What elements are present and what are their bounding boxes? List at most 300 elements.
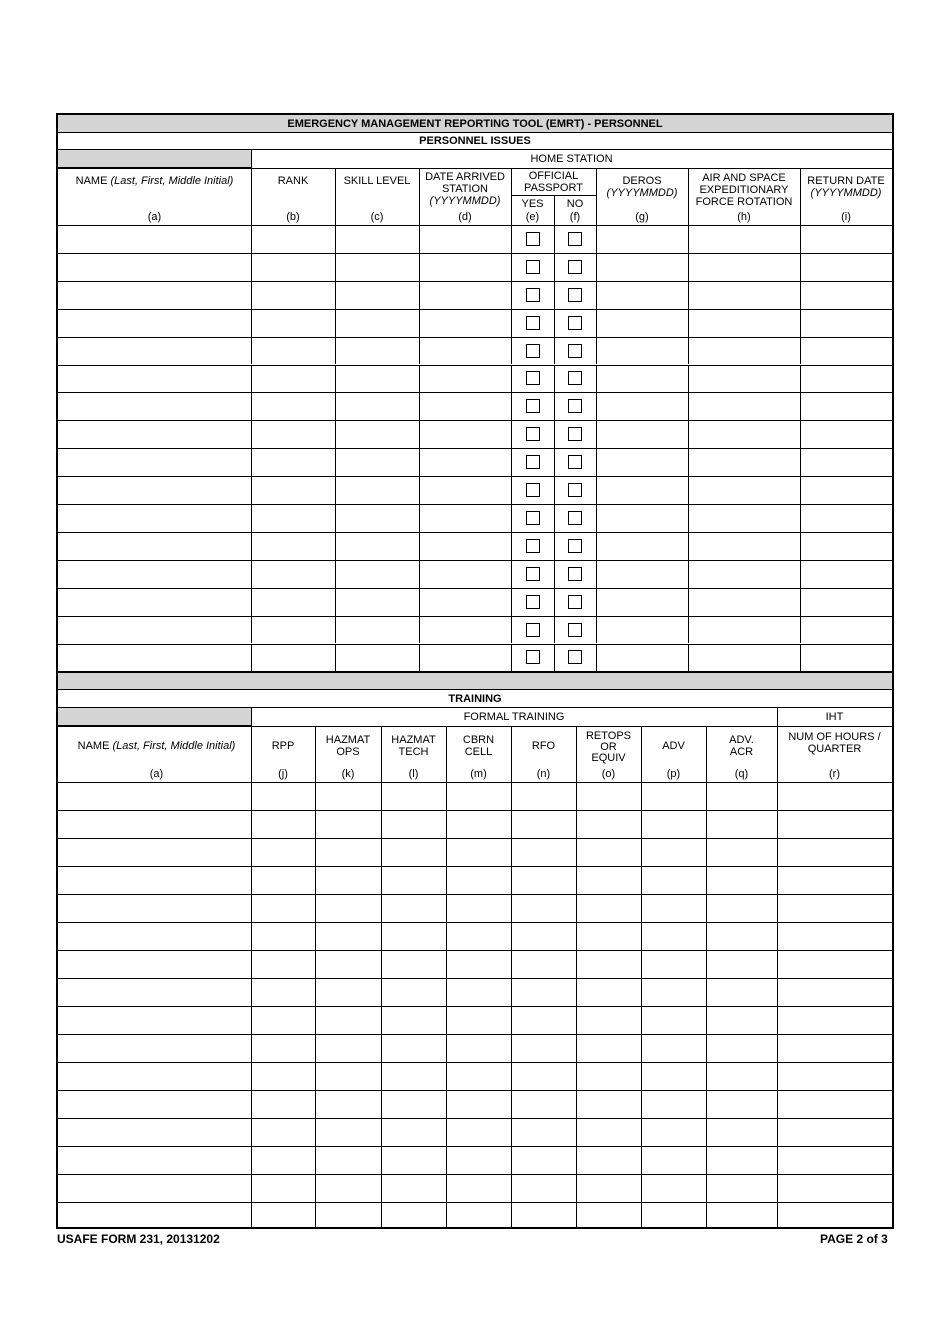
- training-entry-cell[interactable]: [58, 894, 251, 922]
- personnel-entry-cell[interactable]: [58, 365, 251, 393]
- training-entry-cell[interactable]: [381, 1090, 446, 1118]
- personnel-entry-cell[interactable]: [251, 616, 335, 644]
- personnel-entry-cell[interactable]: [688, 225, 800, 253]
- training-entry-cell[interactable]: [381, 1202, 446, 1227]
- training-entry-cell[interactable]: [511, 782, 576, 810]
- personnel-entry-cell[interactable]: [800, 337, 892, 365]
- personnel-entry-cell[interactable]: [335, 644, 419, 672]
- personnel-entry-cell[interactable]: [251, 504, 335, 532]
- personnel-entry-cell[interactable]: [688, 476, 800, 504]
- training-entry-cell[interactable]: [641, 922, 706, 950]
- personnel-entry-cell[interactable]: [800, 309, 892, 337]
- personnel-entry-cell[interactable]: [58, 281, 251, 309]
- personnel-entry-cell[interactable]: [251, 365, 335, 393]
- personnel-entry-cell[interactable]: [58, 588, 251, 616]
- training-entry-cell[interactable]: [511, 838, 576, 866]
- training-entry-cell[interactable]: [446, 922, 511, 950]
- training-entry-cell[interactable]: [251, 1062, 315, 1090]
- training-entry-cell[interactable]: [446, 866, 511, 894]
- training-entry-cell[interactable]: [251, 1090, 315, 1118]
- training-entry-cell[interactable]: [315, 978, 381, 1006]
- training-entry-cell[interactable]: [576, 1034, 641, 1062]
- passport-yes-checkbox[interactable]: [526, 539, 540, 553]
- personnel-entry-cell[interactable]: [335, 253, 419, 281]
- training-entry-cell[interactable]: [315, 782, 381, 810]
- training-entry-cell[interactable]: [511, 1174, 576, 1202]
- personnel-entry-cell[interactable]: [800, 281, 892, 309]
- training-entry-cell[interactable]: [641, 894, 706, 922]
- personnel-entry-cell[interactable]: [596, 644, 688, 672]
- training-entry-cell[interactable]: [777, 894, 892, 922]
- training-entry-cell[interactable]: [446, 1118, 511, 1146]
- personnel-entry-cell[interactable]: [58, 253, 251, 281]
- training-entry-cell[interactable]: [446, 950, 511, 978]
- passport-yes-checkbox[interactable]: [526, 483, 540, 497]
- passport-yes-checkbox[interactable]: [526, 511, 540, 525]
- personnel-entry-cell[interactable]: [58, 476, 251, 504]
- training-entry-cell[interactable]: [58, 1006, 251, 1034]
- personnel-entry-cell[interactable]: [596, 281, 688, 309]
- training-entry-cell[interactable]: [511, 922, 576, 950]
- training-entry-cell[interactable]: [511, 1034, 576, 1062]
- training-entry-cell[interactable]: [641, 1118, 706, 1146]
- training-entry-cell[interactable]: [58, 978, 251, 1006]
- training-entry-cell[interactable]: [511, 1090, 576, 1118]
- training-entry-cell[interactable]: [381, 1174, 446, 1202]
- personnel-entry-cell[interactable]: [58, 309, 251, 337]
- personnel-entry-cell[interactable]: [58, 392, 251, 420]
- training-entry-cell[interactable]: [576, 1006, 641, 1034]
- training-entry-cell[interactable]: [706, 1034, 777, 1062]
- training-entry-cell[interactable]: [315, 1202, 381, 1227]
- training-entry-cell[interactable]: [641, 838, 706, 866]
- training-entry-cell[interactable]: [58, 1062, 251, 1090]
- personnel-entry-cell[interactable]: [419, 448, 511, 476]
- training-entry-cell[interactable]: [706, 1146, 777, 1174]
- personnel-entry-cell[interactable]: [335, 504, 419, 532]
- training-entry-cell[interactable]: [381, 1062, 446, 1090]
- training-entry-cell[interactable]: [641, 978, 706, 1006]
- training-entry-cell[interactable]: [777, 1062, 892, 1090]
- passport-no-checkbox[interactable]: [568, 567, 582, 581]
- personnel-entry-cell[interactable]: [688, 448, 800, 476]
- training-entry-cell[interactable]: [251, 922, 315, 950]
- personnel-entry-cell[interactable]: [335, 365, 419, 393]
- passport-no-checkbox[interactable]: [568, 232, 582, 246]
- passport-yes-checkbox[interactable]: [526, 344, 540, 358]
- personnel-entry-cell[interactable]: [335, 616, 419, 644]
- personnel-entry-cell[interactable]: [688, 588, 800, 616]
- personnel-entry-cell[interactable]: [800, 644, 892, 672]
- training-entry-cell[interactable]: [315, 866, 381, 894]
- training-entry-cell[interactable]: [576, 1090, 641, 1118]
- training-entry-cell[interactable]: [251, 866, 315, 894]
- passport-no-checkbox[interactable]: [568, 595, 582, 609]
- training-entry-cell[interactable]: [706, 950, 777, 978]
- training-entry-cell[interactable]: [706, 1062, 777, 1090]
- training-entry-cell[interactable]: [511, 1062, 576, 1090]
- training-entry-cell[interactable]: [315, 922, 381, 950]
- training-entry-cell[interactable]: [381, 978, 446, 1006]
- personnel-entry-cell[interactable]: [419, 225, 511, 253]
- training-entry-cell[interactable]: [251, 1034, 315, 1062]
- personnel-entry-cell[interactable]: [596, 476, 688, 504]
- training-entry-cell[interactable]: [641, 1090, 706, 1118]
- training-entry-cell[interactable]: [251, 1118, 315, 1146]
- training-entry-cell[interactable]: [777, 866, 892, 894]
- personnel-entry-cell[interactable]: [596, 225, 688, 253]
- personnel-entry-cell[interactable]: [800, 588, 892, 616]
- training-entry-cell[interactable]: [381, 782, 446, 810]
- training-entry-cell[interactable]: [58, 1034, 251, 1062]
- training-entry-cell[interactable]: [251, 838, 315, 866]
- training-entry-cell[interactable]: [315, 1174, 381, 1202]
- training-entry-cell[interactable]: [446, 894, 511, 922]
- personnel-entry-cell[interactable]: [251, 392, 335, 420]
- personnel-entry-cell[interactable]: [251, 532, 335, 560]
- training-entry-cell[interactable]: [315, 810, 381, 838]
- personnel-entry-cell[interactable]: [251, 588, 335, 616]
- training-entry-cell[interactable]: [315, 1034, 381, 1062]
- training-entry-cell[interactable]: [446, 782, 511, 810]
- training-entry-cell[interactable]: [315, 894, 381, 922]
- training-entry-cell[interactable]: [777, 1006, 892, 1034]
- training-entry-cell[interactable]: [641, 1174, 706, 1202]
- personnel-entry-cell[interactable]: [419, 588, 511, 616]
- personnel-entry-cell[interactable]: [800, 616, 892, 644]
- training-entry-cell[interactable]: [251, 978, 315, 1006]
- personnel-entry-cell[interactable]: [688, 337, 800, 365]
- personnel-entry-cell[interactable]: [335, 309, 419, 337]
- training-entry-cell[interactable]: [706, 1174, 777, 1202]
- personnel-entry-cell[interactable]: [596, 253, 688, 281]
- training-entry-cell[interactable]: [381, 922, 446, 950]
- personnel-entry-cell[interactable]: [58, 448, 251, 476]
- personnel-entry-cell[interactable]: [335, 560, 419, 588]
- personnel-entry-cell[interactable]: [419, 504, 511, 532]
- passport-no-checkbox[interactable]: [568, 344, 582, 358]
- personnel-entry-cell[interactable]: [251, 420, 335, 448]
- training-entry-cell[interactable]: [381, 894, 446, 922]
- training-entry-cell[interactable]: [315, 838, 381, 866]
- personnel-entry-cell[interactable]: [688, 392, 800, 420]
- training-entry-cell[interactable]: [706, 1118, 777, 1146]
- training-entry-cell[interactable]: [706, 782, 777, 810]
- training-entry-cell[interactable]: [641, 1034, 706, 1062]
- training-entry-cell[interactable]: [511, 1146, 576, 1174]
- passport-no-checkbox[interactable]: [568, 511, 582, 525]
- training-entry-cell[interactable]: [251, 1202, 315, 1227]
- passport-yes-checkbox[interactable]: [526, 399, 540, 413]
- personnel-entry-cell[interactable]: [688, 365, 800, 393]
- training-entry-cell[interactable]: [706, 894, 777, 922]
- training-entry-cell[interactable]: [576, 1118, 641, 1146]
- personnel-entry-cell[interactable]: [596, 309, 688, 337]
- personnel-entry-cell[interactable]: [419, 616, 511, 644]
- personnel-entry-cell[interactable]: [800, 448, 892, 476]
- training-entry-cell[interactable]: [251, 782, 315, 810]
- training-entry-cell[interactable]: [777, 1118, 892, 1146]
- personnel-entry-cell[interactable]: [596, 504, 688, 532]
- passport-yes-checkbox[interactable]: [526, 455, 540, 469]
- personnel-entry-cell[interactable]: [688, 420, 800, 448]
- training-entry-cell[interactable]: [511, 950, 576, 978]
- training-entry-cell[interactable]: [446, 810, 511, 838]
- training-entry-cell[interactable]: [777, 950, 892, 978]
- personnel-entry-cell[interactable]: [58, 616, 251, 644]
- training-entry-cell[interactable]: [381, 838, 446, 866]
- personnel-entry-cell[interactable]: [251, 476, 335, 504]
- training-entry-cell[interactable]: [58, 1146, 251, 1174]
- training-entry-cell[interactable]: [576, 1174, 641, 1202]
- passport-yes-checkbox[interactable]: [526, 288, 540, 302]
- training-entry-cell[interactable]: [641, 1006, 706, 1034]
- personnel-entry-cell[interactable]: [335, 448, 419, 476]
- personnel-entry-cell[interactable]: [419, 309, 511, 337]
- personnel-entry-cell[interactable]: [419, 532, 511, 560]
- passport-no-checkbox[interactable]: [568, 260, 582, 274]
- training-entry-cell[interactable]: [315, 1118, 381, 1146]
- training-entry-cell[interactable]: [58, 950, 251, 978]
- training-entry-cell[interactable]: [706, 866, 777, 894]
- personnel-entry-cell[interactable]: [419, 337, 511, 365]
- passport-yes-checkbox[interactable]: [526, 650, 540, 664]
- personnel-entry-cell[interactable]: [419, 392, 511, 420]
- personnel-entry-cell[interactable]: [251, 281, 335, 309]
- training-entry-cell[interactable]: [511, 1006, 576, 1034]
- training-entry-cell[interactable]: [251, 950, 315, 978]
- training-entry-cell[interactable]: [576, 810, 641, 838]
- training-entry-cell[interactable]: [251, 1146, 315, 1174]
- training-entry-cell[interactable]: [446, 1034, 511, 1062]
- training-entry-cell[interactable]: [58, 810, 251, 838]
- training-entry-cell[interactable]: [641, 1062, 706, 1090]
- training-entry-cell[interactable]: [511, 1118, 576, 1146]
- training-entry-cell[interactable]: [315, 1146, 381, 1174]
- training-entry-cell[interactable]: [706, 978, 777, 1006]
- training-entry-cell[interactable]: [777, 810, 892, 838]
- passport-no-checkbox[interactable]: [568, 483, 582, 497]
- personnel-entry-cell[interactable]: [419, 281, 511, 309]
- training-entry-cell[interactable]: [381, 1006, 446, 1034]
- training-entry-cell[interactable]: [315, 950, 381, 978]
- personnel-entry-cell[interactable]: [419, 420, 511, 448]
- training-entry-cell[interactable]: [446, 1090, 511, 1118]
- personnel-entry-cell[interactable]: [251, 644, 335, 672]
- passport-yes-checkbox[interactable]: [526, 567, 540, 581]
- passport-yes-checkbox[interactable]: [526, 427, 540, 441]
- training-entry-cell[interactable]: [777, 838, 892, 866]
- training-entry-cell[interactable]: [777, 1034, 892, 1062]
- training-entry-cell[interactable]: [315, 1006, 381, 1034]
- passport-yes-checkbox[interactable]: [526, 260, 540, 274]
- training-entry-cell[interactable]: [58, 782, 251, 810]
- training-entry-cell[interactable]: [706, 838, 777, 866]
- passport-no-checkbox[interactable]: [568, 455, 582, 469]
- training-entry-cell[interactable]: [251, 1006, 315, 1034]
- training-entry-cell[interactable]: [511, 894, 576, 922]
- personnel-entry-cell[interactable]: [251, 253, 335, 281]
- passport-no-checkbox[interactable]: [568, 623, 582, 637]
- training-entry-cell[interactable]: [446, 1062, 511, 1090]
- personnel-entry-cell[interactable]: [58, 420, 251, 448]
- personnel-entry-cell[interactable]: [800, 476, 892, 504]
- training-entry-cell[interactable]: [446, 1174, 511, 1202]
- training-entry-cell[interactable]: [641, 782, 706, 810]
- training-entry-cell[interactable]: [576, 1062, 641, 1090]
- personnel-entry-cell[interactable]: [800, 225, 892, 253]
- training-entry-cell[interactable]: [576, 1202, 641, 1227]
- training-entry-cell[interactable]: [576, 950, 641, 978]
- personnel-entry-cell[interactable]: [596, 365, 688, 393]
- personnel-entry-cell[interactable]: [335, 588, 419, 616]
- training-entry-cell[interactable]: [251, 1174, 315, 1202]
- personnel-entry-cell[interactable]: [800, 560, 892, 588]
- personnel-entry-cell[interactable]: [596, 616, 688, 644]
- personnel-entry-cell[interactable]: [688, 309, 800, 337]
- training-entry-cell[interactable]: [58, 1090, 251, 1118]
- personnel-entry-cell[interactable]: [58, 644, 251, 672]
- training-entry-cell[interactable]: [251, 894, 315, 922]
- training-entry-cell[interactable]: [446, 1006, 511, 1034]
- personnel-entry-cell[interactable]: [335, 337, 419, 365]
- training-entry-cell[interactable]: [641, 950, 706, 978]
- training-entry-cell[interactable]: [58, 838, 251, 866]
- personnel-entry-cell[interactable]: [596, 337, 688, 365]
- personnel-entry-cell[interactable]: [58, 532, 251, 560]
- training-entry-cell[interactable]: [315, 1062, 381, 1090]
- training-entry-cell[interactable]: [777, 978, 892, 1006]
- training-entry-cell[interactable]: [381, 866, 446, 894]
- passport-yes-checkbox[interactable]: [526, 232, 540, 246]
- personnel-entry-cell[interactable]: [800, 253, 892, 281]
- passport-no-checkbox[interactable]: [568, 650, 582, 664]
- training-entry-cell[interactable]: [576, 978, 641, 1006]
- passport-no-checkbox[interactable]: [568, 539, 582, 553]
- training-entry-cell[interactable]: [706, 1090, 777, 1118]
- passport-yes-checkbox[interactable]: [526, 316, 540, 330]
- training-entry-cell[interactable]: [576, 1146, 641, 1174]
- training-entry-cell[interactable]: [576, 782, 641, 810]
- personnel-entry-cell[interactable]: [58, 337, 251, 365]
- training-entry-cell[interactable]: [446, 1202, 511, 1227]
- personnel-entry-cell[interactable]: [251, 560, 335, 588]
- training-entry-cell[interactable]: [58, 1118, 251, 1146]
- training-entry-cell[interactable]: [706, 1006, 777, 1034]
- training-entry-cell[interactable]: [58, 922, 251, 950]
- training-entry-cell[interactable]: [381, 1146, 446, 1174]
- personnel-entry-cell[interactable]: [335, 225, 419, 253]
- personnel-entry-cell[interactable]: [800, 365, 892, 393]
- training-entry-cell[interactable]: [446, 978, 511, 1006]
- training-entry-cell[interactable]: [381, 1118, 446, 1146]
- training-entry-cell[interactable]: [777, 782, 892, 810]
- training-entry-cell[interactable]: [511, 810, 576, 838]
- personnel-entry-cell[interactable]: [419, 253, 511, 281]
- personnel-entry-cell[interactable]: [419, 644, 511, 672]
- personnel-entry-cell[interactable]: [596, 532, 688, 560]
- personnel-entry-cell[interactable]: [58, 560, 251, 588]
- training-entry-cell[interactable]: [641, 866, 706, 894]
- training-entry-cell[interactable]: [446, 838, 511, 866]
- training-entry-cell[interactable]: [58, 1174, 251, 1202]
- training-entry-cell[interactable]: [777, 922, 892, 950]
- personnel-entry-cell[interactable]: [419, 365, 511, 393]
- personnel-entry-cell[interactable]: [335, 281, 419, 309]
- personnel-entry-cell[interactable]: [688, 616, 800, 644]
- training-entry-cell[interactable]: [777, 1090, 892, 1118]
- personnel-entry-cell[interactable]: [596, 420, 688, 448]
- training-entry-cell[interactable]: [511, 1202, 576, 1227]
- personnel-entry-cell[interactable]: [688, 504, 800, 532]
- personnel-entry-cell[interactable]: [596, 588, 688, 616]
- training-entry-cell[interactable]: [315, 1090, 381, 1118]
- personnel-entry-cell[interactable]: [58, 504, 251, 532]
- personnel-entry-cell[interactable]: [688, 253, 800, 281]
- passport-yes-checkbox[interactable]: [526, 371, 540, 385]
- training-entry-cell[interactable]: [511, 866, 576, 894]
- passport-yes-checkbox[interactable]: [526, 623, 540, 637]
- personnel-entry-cell[interactable]: [335, 420, 419, 448]
- personnel-entry-cell[interactable]: [800, 532, 892, 560]
- personnel-entry-cell[interactable]: [335, 532, 419, 560]
- passport-yes-checkbox[interactable]: [526, 595, 540, 609]
- personnel-entry-cell[interactable]: [688, 644, 800, 672]
- training-entry-cell[interactable]: [641, 810, 706, 838]
- personnel-entry-cell[interactable]: [251, 309, 335, 337]
- personnel-entry-cell[interactable]: [419, 560, 511, 588]
- personnel-entry-cell[interactable]: [688, 281, 800, 309]
- training-entry-cell[interactable]: [576, 838, 641, 866]
- personnel-entry-cell[interactable]: [596, 448, 688, 476]
- training-entry-cell[interactable]: [706, 1202, 777, 1227]
- personnel-entry-cell[interactable]: [335, 476, 419, 504]
- training-entry-cell[interactable]: [381, 810, 446, 838]
- personnel-entry-cell[interactable]: [419, 476, 511, 504]
- personnel-entry-cell[interactable]: [688, 560, 800, 588]
- training-entry-cell[interactable]: [576, 866, 641, 894]
- training-entry-cell[interactable]: [381, 950, 446, 978]
- passport-no-checkbox[interactable]: [568, 316, 582, 330]
- personnel-entry-cell[interactable]: [58, 225, 251, 253]
- personnel-entry-cell[interactable]: [596, 392, 688, 420]
- training-entry-cell[interactable]: [58, 1202, 251, 1227]
- training-entry-cell[interactable]: [446, 1146, 511, 1174]
- training-entry-cell[interactable]: [576, 922, 641, 950]
- training-entry-cell[interactable]: [641, 1202, 706, 1227]
- personnel-entry-cell[interactable]: [251, 448, 335, 476]
- personnel-entry-cell[interactable]: [596, 560, 688, 588]
- training-entry-cell[interactable]: [58, 866, 251, 894]
- passport-no-checkbox[interactable]: [568, 371, 582, 385]
- personnel-entry-cell[interactable]: [251, 337, 335, 365]
- training-entry-cell[interactable]: [381, 1034, 446, 1062]
- passport-no-checkbox[interactable]: [568, 288, 582, 302]
- training-entry-cell[interactable]: [777, 1174, 892, 1202]
- personnel-entry-cell[interactable]: [335, 392, 419, 420]
- training-entry-cell[interactable]: [251, 810, 315, 838]
- personnel-entry-cell[interactable]: [800, 392, 892, 420]
- training-entry-cell[interactable]: [706, 810, 777, 838]
- training-entry-cell[interactable]: [706, 922, 777, 950]
- training-entry-cell[interactable]: [511, 978, 576, 1006]
- passport-no-checkbox[interactable]: [568, 399, 582, 413]
- training-entry-cell[interactable]: [777, 1146, 892, 1174]
- training-entry-cell[interactable]: [576, 894, 641, 922]
- training-entry-cell[interactable]: [641, 1146, 706, 1174]
- training-entry-cell[interactable]: [777, 1202, 892, 1227]
- passport-no-checkbox[interactable]: [568, 427, 582, 441]
